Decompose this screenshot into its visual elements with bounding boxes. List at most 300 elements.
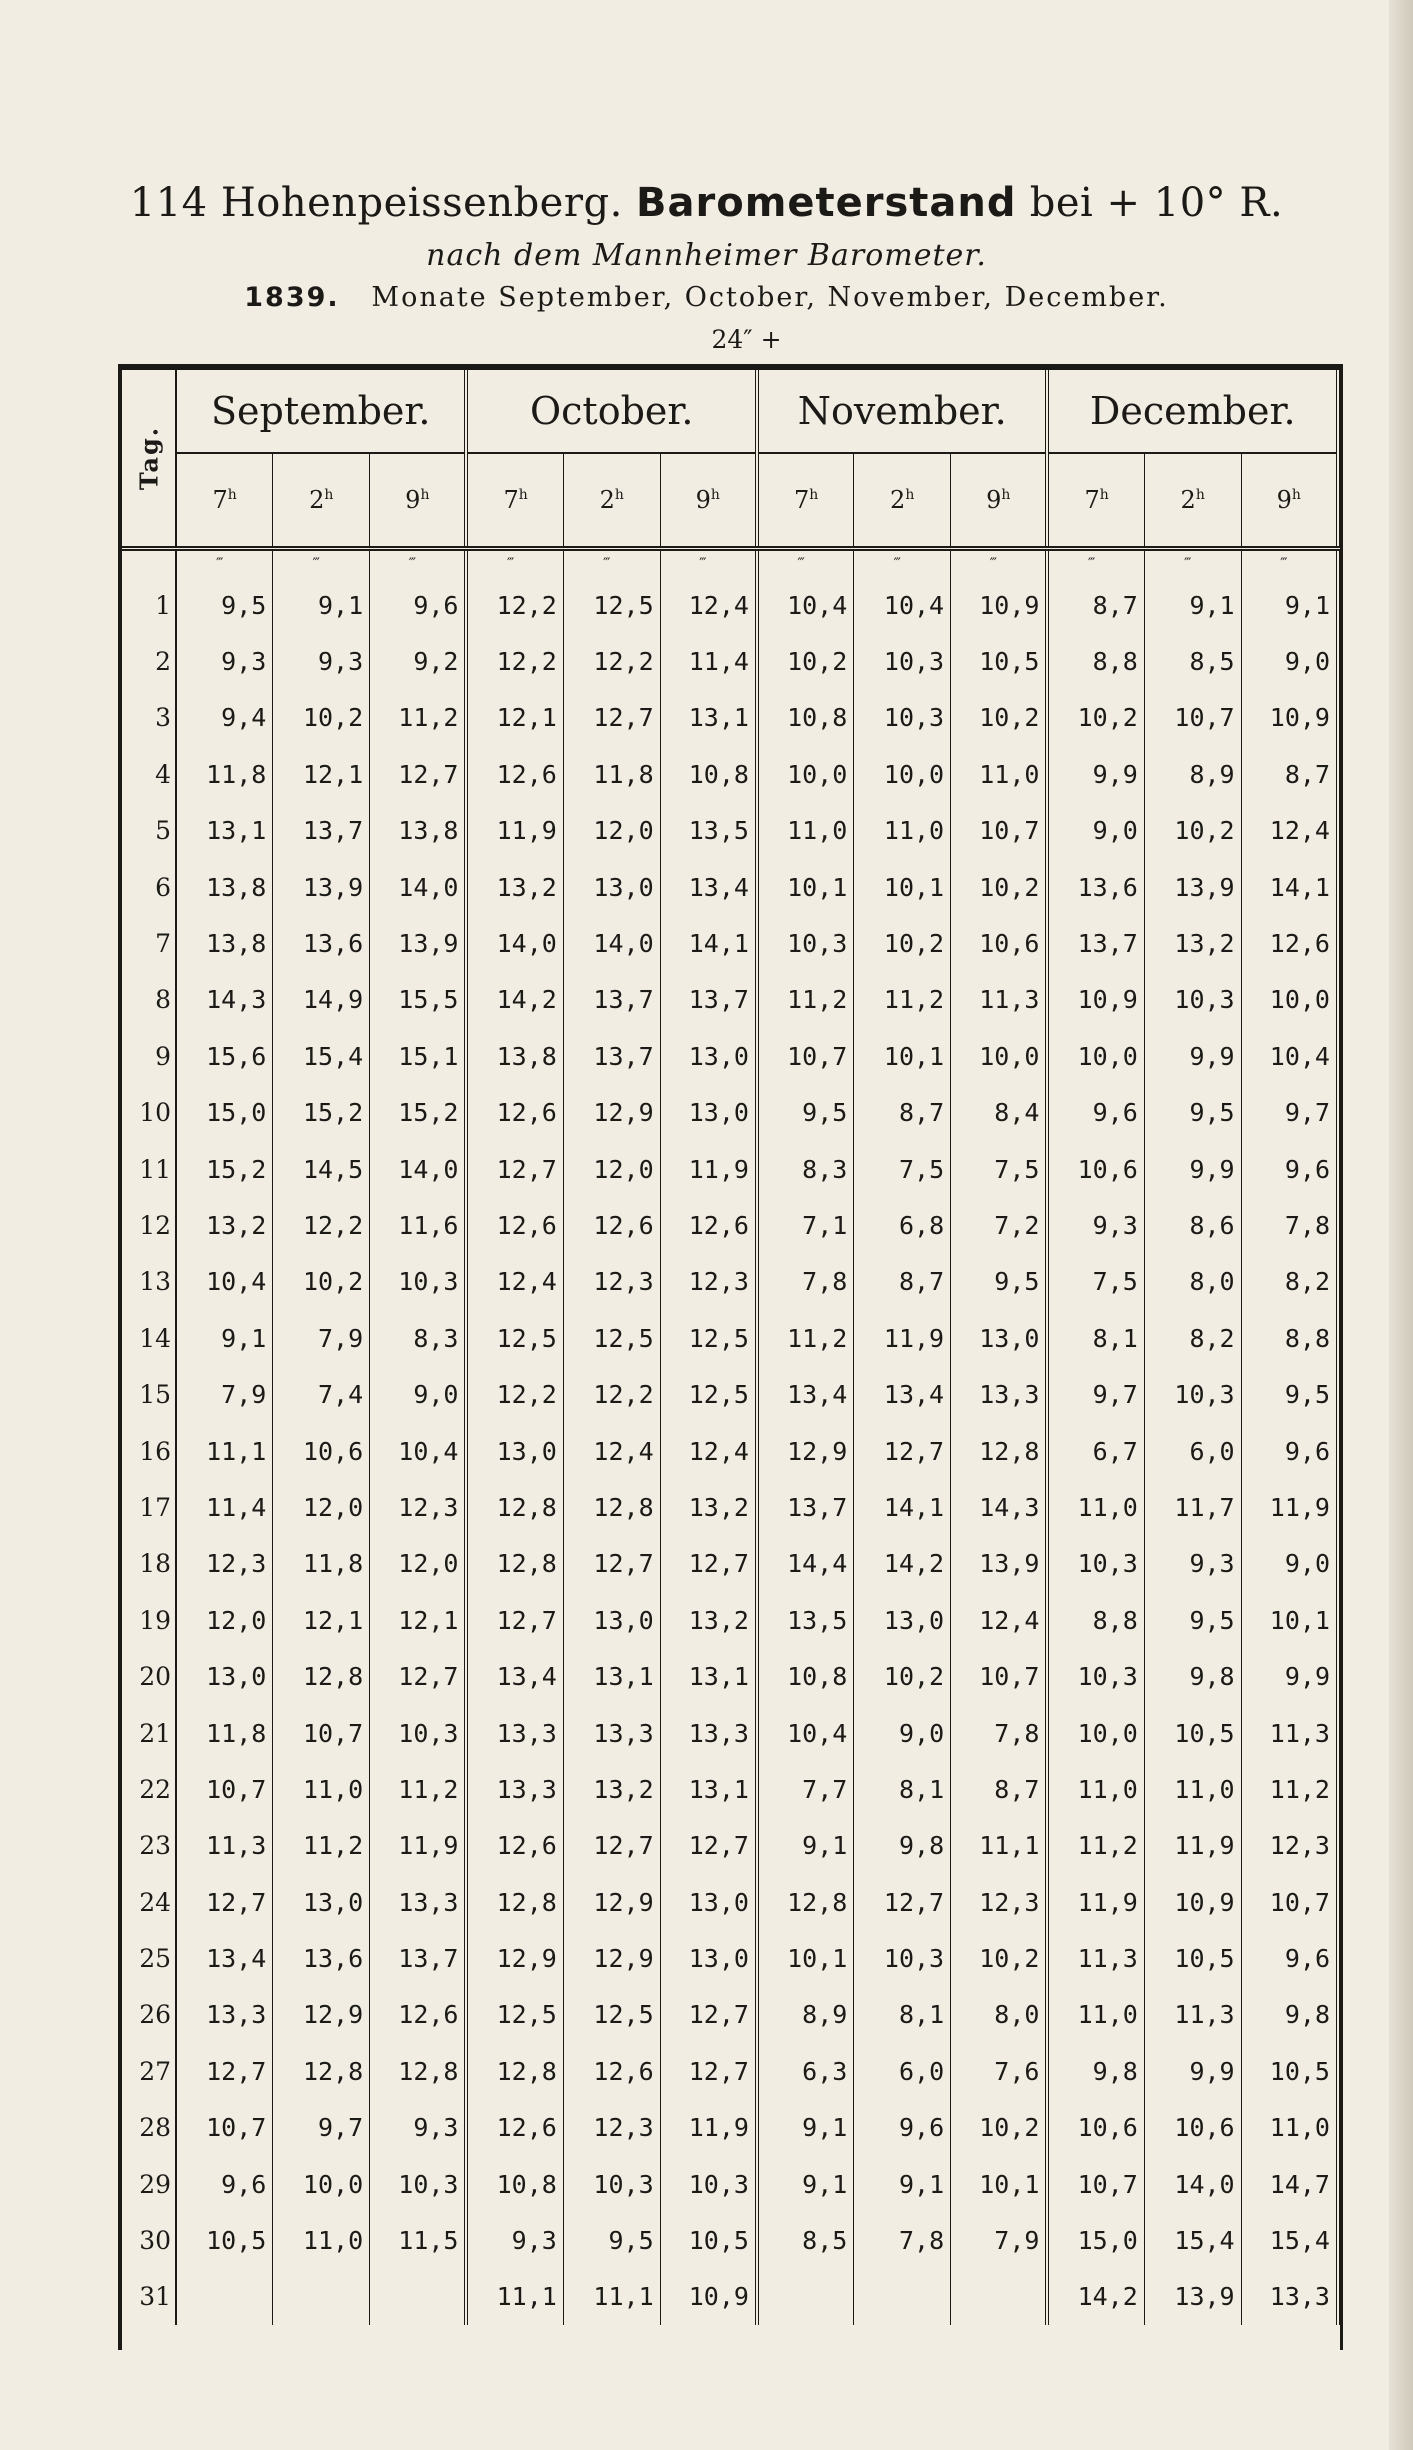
reading-cell: 12,5 bbox=[466, 1310, 563, 1366]
reading-cell: 9,6 bbox=[1241, 1423, 1338, 1479]
hour-header: 7$^h$ bbox=[466, 453, 563, 549]
month-header: November. bbox=[757, 370, 1047, 453]
unit-mark: ‴ bbox=[370, 549, 467, 578]
reading-cell: 12,7 bbox=[176, 1874, 273, 1930]
reading-cell: 10,7 bbox=[176, 2100, 273, 2156]
reading-cell: 10,0 bbox=[951, 1028, 1048, 1084]
table-row bbox=[122, 1987, 1338, 2043]
reading-cell: 12,3 bbox=[951, 1874, 1048, 1930]
reading-cell: 11,4 bbox=[660, 633, 757, 689]
reading-cell: 7,2 bbox=[951, 1197, 1048, 1253]
reading-cell: 7,8 bbox=[951, 1705, 1048, 1761]
reading-cell: 11,0 bbox=[1047, 1761, 1144, 1817]
reading-cell: 10,3 bbox=[660, 2156, 757, 2212]
day-number: 29 bbox=[122, 2156, 176, 2212]
reading-cell: 11,8 bbox=[176, 746, 273, 802]
reading-cell: 10,2 bbox=[951, 2100, 1048, 2156]
reading-cell: 10,3 bbox=[1047, 1648, 1144, 1704]
reading-cell: 12,2 bbox=[466, 1366, 563, 1422]
reading-cell: 12,9 bbox=[563, 1085, 660, 1141]
reading-cell: 12,5 bbox=[660, 1366, 757, 1422]
reading-cell: 10,5 bbox=[176, 2212, 273, 2268]
reading-cell: 9,7 bbox=[273, 2100, 370, 2156]
hour-header: 2$^h$ bbox=[563, 453, 660, 549]
reading-cell: 13,9 bbox=[370, 915, 467, 971]
reading-cell bbox=[273, 2269, 370, 2325]
day-number: 11 bbox=[122, 1141, 176, 1197]
reading-cell: 15,0 bbox=[1047, 2212, 1144, 2268]
hour-header-row bbox=[122, 453, 1338, 549]
reading-cell: 12,6 bbox=[563, 2043, 660, 2099]
place-name: Hohenpeissenberg. bbox=[220, 180, 623, 226]
reading-cell: 13,5 bbox=[660, 803, 757, 859]
reading-cell: 9,0 bbox=[1241, 1536, 1338, 1592]
reading-cell: 14,0 bbox=[466, 915, 563, 971]
hour-suffix: h bbox=[1001, 487, 1011, 503]
hour-header: 7$^h$ bbox=[757, 453, 854, 549]
reading-cell: 8,2 bbox=[1144, 1310, 1241, 1366]
day-number: 3 bbox=[122, 690, 176, 746]
reading-cell: 14,0 bbox=[1144, 2156, 1241, 2212]
day-number: 31 bbox=[122, 2269, 176, 2325]
reading-cell: 12,3 bbox=[660, 1254, 757, 1310]
reading-cell: 10,7 bbox=[1047, 2156, 1144, 2212]
reading-cell: 15,1 bbox=[370, 1028, 467, 1084]
reading-cell: 13,1 bbox=[660, 1648, 757, 1704]
table-row bbox=[122, 2156, 1338, 2212]
hour-suffix: h bbox=[614, 487, 624, 503]
reading-cell: 12,6 bbox=[466, 1818, 563, 1874]
hour-suffix: h bbox=[324, 487, 334, 503]
reading-cell: 12,7 bbox=[660, 2043, 757, 2099]
reading-cell: 12,7 bbox=[466, 1592, 563, 1648]
reading-cell: 10,1 bbox=[951, 2156, 1048, 2212]
reading-cell: 13,0 bbox=[563, 859, 660, 915]
reading-cell: 14,5 bbox=[273, 1141, 370, 1197]
table-row bbox=[122, 1761, 1338, 1817]
reading-cell: 13,8 bbox=[176, 859, 273, 915]
reading-cell: 12,1 bbox=[273, 746, 370, 802]
reading-cell: 12,7 bbox=[176, 2043, 273, 2099]
reading-cell: 6,0 bbox=[854, 2043, 951, 2099]
reading-cell: 10,2 bbox=[854, 915, 951, 971]
reading-cell: 13,9 bbox=[273, 859, 370, 915]
reading-cell: 9,8 bbox=[1144, 1648, 1241, 1704]
reading-cell: 9,5 bbox=[757, 1085, 854, 1141]
reading-cell: 9,6 bbox=[854, 2100, 951, 2156]
reading-cell: 11,2 bbox=[757, 972, 854, 1028]
reading-cell: 9,9 bbox=[1144, 1028, 1241, 1084]
reading-cell: 11,0 bbox=[273, 1761, 370, 1817]
reading-cell: 13,0 bbox=[660, 1930, 757, 1986]
reading-cell: 13,3 bbox=[563, 1705, 660, 1761]
reading-cell: 13,2 bbox=[176, 1197, 273, 1253]
table-row bbox=[122, 690, 1338, 746]
reading-cell: 12,0 bbox=[176, 1592, 273, 1648]
day-number: 23 bbox=[122, 1818, 176, 1874]
table-row bbox=[122, 1197, 1338, 1253]
reading-cell: 9,1 bbox=[757, 2100, 854, 2156]
day-column-label: Tag. bbox=[134, 425, 163, 491]
table-row bbox=[122, 1366, 1338, 1422]
reading-cell: 15,4 bbox=[1241, 2212, 1338, 2268]
reading-cell: 12,5 bbox=[563, 1987, 660, 2043]
reading-cell: 11,7 bbox=[1144, 1479, 1241, 1535]
reading-cell: 11,2 bbox=[854, 972, 951, 1028]
table-row bbox=[122, 915, 1338, 971]
table-row bbox=[122, 1479, 1338, 1535]
reading-cell: 8,2 bbox=[1241, 1254, 1338, 1310]
day-number: 6 bbox=[122, 859, 176, 915]
reading-cell: 12,5 bbox=[563, 1310, 660, 1366]
reading-cell: 12,9 bbox=[563, 1874, 660, 1930]
reading-cell: 13,0 bbox=[951, 1310, 1048, 1366]
table-row bbox=[122, 1085, 1338, 1141]
reading-cell: 12,8 bbox=[951, 1423, 1048, 1479]
reading-cell: 13,3 bbox=[466, 1761, 563, 1817]
reading-cell: 13,7 bbox=[563, 972, 660, 1028]
reading-cell: 12,8 bbox=[466, 2043, 563, 2099]
reading-cell: 10,8 bbox=[757, 1648, 854, 1704]
reading-cell: 9,0 bbox=[1047, 803, 1144, 859]
reading-cell: 10,3 bbox=[1047, 1536, 1144, 1592]
reading-cell: 9,9 bbox=[1144, 1141, 1241, 1197]
reading-cell: 13,9 bbox=[1144, 2269, 1241, 2325]
day-number: 18 bbox=[122, 1536, 176, 1592]
reading-cell: 9,6 bbox=[1241, 1930, 1338, 1986]
reading-cell: 13,7 bbox=[660, 972, 757, 1028]
reading-cell: 12,7 bbox=[854, 1423, 951, 1479]
reading-cell: 6,8 bbox=[854, 1197, 951, 1253]
reading-cell: 10,2 bbox=[273, 1254, 370, 1310]
day-number: 13 bbox=[122, 1254, 176, 1310]
reading-cell: 12,9 bbox=[466, 1930, 563, 1986]
reading-cell: 10,0 bbox=[757, 746, 854, 802]
reading-cell: 9,9 bbox=[1241, 1648, 1338, 1704]
table-row bbox=[122, 1874, 1338, 1930]
day-number: 2 bbox=[122, 633, 176, 689]
reading-cell: 12,3 bbox=[176, 1536, 273, 1592]
reading-cell: 13,3 bbox=[370, 1874, 467, 1930]
table-row bbox=[122, 1648, 1338, 1704]
reading-cell: 10,1 bbox=[854, 859, 951, 915]
table-row bbox=[122, 577, 1338, 633]
reading-cell: 7,5 bbox=[854, 1141, 951, 1197]
reading-cell: 11,1 bbox=[466, 2269, 563, 2325]
reading-cell: 13,7 bbox=[1047, 915, 1144, 971]
reading-cell: 13,0 bbox=[660, 1028, 757, 1084]
reading-cell: 9,1 bbox=[757, 1818, 854, 1874]
reading-cell: 10,0 bbox=[854, 746, 951, 802]
day-number: 5 bbox=[122, 803, 176, 859]
reading-cell: 9,7 bbox=[1241, 1085, 1338, 1141]
reading-cell: 9,5 bbox=[1144, 1592, 1241, 1648]
day-number: 4 bbox=[122, 746, 176, 802]
reading-cell: 14,9 bbox=[273, 972, 370, 1028]
reading-cell: 14,0 bbox=[370, 1141, 467, 1197]
reading-cell: 12,7 bbox=[660, 1987, 757, 2043]
reading-cell: 10,2 bbox=[1144, 803, 1241, 859]
reading-cell: 9,0 bbox=[1241, 633, 1338, 689]
day-number: 22 bbox=[122, 1761, 176, 1817]
hour-header: 7$^h$ bbox=[176, 453, 273, 549]
reading-cell: 12,1 bbox=[370, 1592, 467, 1648]
reading-cell: 10,6 bbox=[1144, 2100, 1241, 2156]
reading-cell: 10,0 bbox=[1241, 972, 1338, 1028]
title-suffix: bei + 10° R. bbox=[1029, 180, 1284, 226]
reading-cell: 9,8 bbox=[854, 1818, 951, 1874]
hour-header: 9$^h$ bbox=[1241, 453, 1338, 549]
unit-mark: ‴ bbox=[854, 549, 951, 578]
reading-cell: 13,3 bbox=[660, 1705, 757, 1761]
table-row bbox=[122, 2212, 1338, 2268]
reading-cell: 9,4 bbox=[176, 690, 273, 746]
reading-cell: 12,0 bbox=[563, 803, 660, 859]
hour-header: 9$^h$ bbox=[951, 453, 1048, 549]
reading-cell: 12,2 bbox=[466, 577, 563, 633]
reading-cell: 12,0 bbox=[370, 1536, 467, 1592]
reading-cell: 15,4 bbox=[273, 1028, 370, 1084]
reading-cell: 13,6 bbox=[273, 1930, 370, 1986]
reading-cell: 10,2 bbox=[757, 633, 854, 689]
reading-cell: 10,6 bbox=[951, 915, 1048, 971]
reading-cell: 7,8 bbox=[757, 1254, 854, 1310]
reading-cell: 12,4 bbox=[951, 1592, 1048, 1648]
reading-cell: 8,0 bbox=[1144, 1254, 1241, 1310]
table-row bbox=[122, 803, 1338, 859]
reading-cell: 10,3 bbox=[370, 1705, 467, 1761]
table-row bbox=[122, 1423, 1338, 1479]
hour-header: 2$^h$ bbox=[854, 453, 951, 549]
reading-cell: 8,8 bbox=[1047, 1592, 1144, 1648]
reading-cell: 11,9 bbox=[1144, 1818, 1241, 1874]
hour-suffix: h bbox=[1291, 487, 1301, 503]
reading-cell: 10,3 bbox=[1144, 972, 1241, 1028]
reading-cell: 10,0 bbox=[1047, 1028, 1144, 1084]
reading-cell: 12,6 bbox=[466, 1197, 563, 1253]
reading-cell: 10,3 bbox=[370, 1254, 467, 1310]
reading-cell: 11,3 bbox=[1241, 1705, 1338, 1761]
year: 1839. bbox=[244, 282, 340, 313]
subtitle: nach dem Mannheimer Barometer. bbox=[426, 238, 987, 273]
reading-cell: 12,8 bbox=[370, 2043, 467, 2099]
reading-cell: 8,5 bbox=[1144, 633, 1241, 689]
unit-day-cell bbox=[122, 549, 176, 578]
reading-cell: 12,7 bbox=[563, 690, 660, 746]
reading-cell: 10,5 bbox=[1144, 1705, 1241, 1761]
reading-cell: 13,1 bbox=[660, 690, 757, 746]
reading-cell: 13,1 bbox=[563, 1648, 660, 1704]
reading-cell: 9,6 bbox=[370, 577, 467, 633]
reading-cell: 13,7 bbox=[563, 1028, 660, 1084]
reading-cell: 10,7 bbox=[273, 1705, 370, 1761]
reading-cell: 10,4 bbox=[370, 1423, 467, 1479]
reading-cell: 12,6 bbox=[466, 1085, 563, 1141]
reading-cell: 11,2 bbox=[370, 1761, 467, 1817]
reading-cell: 10,3 bbox=[854, 690, 951, 746]
reading-cell: 14,2 bbox=[854, 1536, 951, 1592]
page-edge bbox=[1389, 0, 1413, 2450]
day-number: 12 bbox=[122, 1197, 176, 1253]
title-barometerstand: Barometerstand bbox=[636, 180, 1017, 226]
reading-cell: 10,2 bbox=[1047, 690, 1144, 746]
reading-cell: 6,0 bbox=[1144, 1423, 1241, 1479]
reading-cell: 13,0 bbox=[660, 1085, 757, 1141]
reading-cell: 13,4 bbox=[660, 859, 757, 915]
hour-suffix: h bbox=[710, 487, 720, 503]
reading-cell: 12,1 bbox=[466, 690, 563, 746]
reading-cell: 10,0 bbox=[273, 2156, 370, 2212]
reading-cell: 11,2 bbox=[757, 1310, 854, 1366]
reading-cell: 8,1 bbox=[1047, 1310, 1144, 1366]
table-row bbox=[122, 1310, 1338, 1366]
reading-cell: 12,6 bbox=[660, 1197, 757, 1253]
reading-cell: 13,5 bbox=[757, 1592, 854, 1648]
reading-cell: 6,3 bbox=[757, 2043, 854, 2099]
month-header: October. bbox=[466, 370, 756, 453]
day-number: 24 bbox=[122, 1874, 176, 1930]
unit-row bbox=[122, 549, 1338, 578]
reading-cell: 11,6 bbox=[370, 1197, 467, 1253]
reading-cell: 10,2 bbox=[854, 1648, 951, 1704]
day-number: 26 bbox=[122, 1987, 176, 2043]
reading-cell: 12,4 bbox=[660, 1423, 757, 1479]
day-number: 15 bbox=[122, 1366, 176, 1422]
reading-cell: 9,1 bbox=[854, 2156, 951, 2212]
reading-cell bbox=[854, 2269, 951, 2325]
reading-cell: 10,3 bbox=[370, 2156, 467, 2212]
table-row bbox=[122, 1818, 1338, 1874]
table-row bbox=[122, 1536, 1338, 1592]
reading-cell: 11,4 bbox=[176, 1479, 273, 1535]
reading-cell: 12,7 bbox=[370, 746, 467, 802]
reading-cell: 13,4 bbox=[757, 1366, 854, 1422]
reading-cell: 13,7 bbox=[273, 803, 370, 859]
reading-cell: 10,1 bbox=[854, 1028, 951, 1084]
reading-cell: 8,6 bbox=[1144, 1197, 1241, 1253]
hour-header: 9$^h$ bbox=[660, 453, 757, 549]
reading-cell: 10,7 bbox=[757, 1028, 854, 1084]
reading-cell: 14,2 bbox=[466, 972, 563, 1028]
reading-cell: 12,6 bbox=[1241, 915, 1338, 971]
reading-cell: 9,5 bbox=[176, 577, 273, 633]
reading-cell: 13,1 bbox=[660, 1761, 757, 1817]
reading-cell: 9,5 bbox=[563, 2212, 660, 2268]
reading-cell: 9,3 bbox=[176, 633, 273, 689]
reading-cell: 10,3 bbox=[854, 1930, 951, 1986]
months-line: Monate September, October, November, December. bbox=[371, 282, 1169, 313]
reading-cell: 11,9 bbox=[370, 1818, 467, 1874]
table-row bbox=[122, 2043, 1338, 2099]
reading-cell: 9,1 bbox=[1144, 577, 1241, 633]
reading-cell: 10,4 bbox=[854, 577, 951, 633]
reading-cell: 12,8 bbox=[466, 1536, 563, 1592]
reading-cell: 12,8 bbox=[466, 1479, 563, 1535]
reading-cell: 9,0 bbox=[854, 1705, 951, 1761]
reading-cell: 11,0 bbox=[273, 2212, 370, 2268]
reading-cell: 10,3 bbox=[563, 2156, 660, 2212]
hour-suffix: h bbox=[227, 487, 237, 503]
reading-cell: 12,0 bbox=[563, 1141, 660, 1197]
reading-cell: 10,3 bbox=[854, 633, 951, 689]
reading-cell: 13,3 bbox=[951, 1366, 1048, 1422]
reading-cell: 11,1 bbox=[563, 2269, 660, 2325]
reading-cell: 11,9 bbox=[660, 1141, 757, 1197]
reading-cell: 12,5 bbox=[466, 1987, 563, 2043]
unit-mark: ‴ bbox=[951, 549, 1048, 578]
table-row bbox=[122, 633, 1338, 689]
reading-cell: 9,8 bbox=[1047, 2043, 1144, 2099]
day-column-header bbox=[122, 370, 176, 549]
reading-cell: 13,0 bbox=[563, 1592, 660, 1648]
reading-cell: 10,9 bbox=[1241, 690, 1338, 746]
unit-mark: ‴ bbox=[1047, 549, 1144, 578]
reading-cell: 10,8 bbox=[466, 2156, 563, 2212]
offset-note: 24″ + bbox=[711, 325, 782, 354]
reading-cell: 10,8 bbox=[757, 690, 854, 746]
reading-cell: 12,6 bbox=[466, 746, 563, 802]
day-number: 25 bbox=[122, 1930, 176, 1986]
reading-cell: 13,0 bbox=[176, 1648, 273, 1704]
reading-cell: 7,4 bbox=[273, 1366, 370, 1422]
reading-cell: 8,9 bbox=[1144, 746, 1241, 802]
reading-cell: 10,7 bbox=[1144, 690, 1241, 746]
hour-header: 2$^h$ bbox=[1144, 453, 1241, 549]
reading-cell: 13,0 bbox=[273, 1874, 370, 1930]
reading-cell: 14,1 bbox=[1241, 859, 1338, 915]
reading-cell: 15,4 bbox=[1144, 2212, 1241, 2268]
reading-cell: 9,6 bbox=[176, 2156, 273, 2212]
reading-cell: 12,7 bbox=[563, 1536, 660, 1592]
day-number: 19 bbox=[122, 1592, 176, 1648]
reading-cell bbox=[176, 2269, 273, 2325]
reading-cell: 13,0 bbox=[660, 1874, 757, 1930]
reading-cell: 12,5 bbox=[563, 577, 660, 633]
reading-cell: 11,9 bbox=[1047, 1874, 1144, 1930]
reading-cell: 12,9 bbox=[273, 1987, 370, 2043]
reading-cell: 13,1 bbox=[176, 803, 273, 859]
reading-cell: 7,5 bbox=[1047, 1254, 1144, 1310]
reading-cell: 15,5 bbox=[370, 972, 467, 1028]
unit-mark: ‴ bbox=[1144, 549, 1241, 578]
reading-cell: 8,7 bbox=[1047, 577, 1144, 633]
hour-header: 9$^h$ bbox=[370, 453, 467, 549]
reading-cell: 14,3 bbox=[176, 972, 273, 1028]
reading-cell: 8,3 bbox=[757, 1141, 854, 1197]
table-row bbox=[122, 1141, 1338, 1197]
reading-cell: 10,4 bbox=[1241, 1028, 1338, 1084]
reading-cell: 8,7 bbox=[951, 1761, 1048, 1817]
reading-cell: 9,5 bbox=[1144, 1085, 1241, 1141]
reading-cell: 11,8 bbox=[563, 746, 660, 802]
unit-mark: ‴ bbox=[273, 549, 370, 578]
reading-cell: 11,3 bbox=[1047, 1930, 1144, 1986]
reading-cell: 13,0 bbox=[466, 1423, 563, 1479]
day-number: 30 bbox=[122, 2212, 176, 2268]
reading-cell: 9,3 bbox=[1144, 1536, 1241, 1592]
reading-cell: 10,5 bbox=[951, 633, 1048, 689]
reading-cell: 12,7 bbox=[660, 1536, 757, 1592]
reading-cell: 9,2 bbox=[370, 633, 467, 689]
reading-cell: 9,3 bbox=[466, 2212, 563, 2268]
reading-cell: 11,0 bbox=[951, 746, 1048, 802]
reading-cell: 7,8 bbox=[1241, 1197, 1338, 1253]
reading-cell: 13,4 bbox=[176, 1930, 273, 1986]
reading-cell: 10,3 bbox=[1144, 1366, 1241, 1422]
reading-cell: 12,4 bbox=[466, 1254, 563, 1310]
reading-cell: 10,5 bbox=[1241, 2043, 1338, 2099]
reading-cell: 10,4 bbox=[757, 1705, 854, 1761]
